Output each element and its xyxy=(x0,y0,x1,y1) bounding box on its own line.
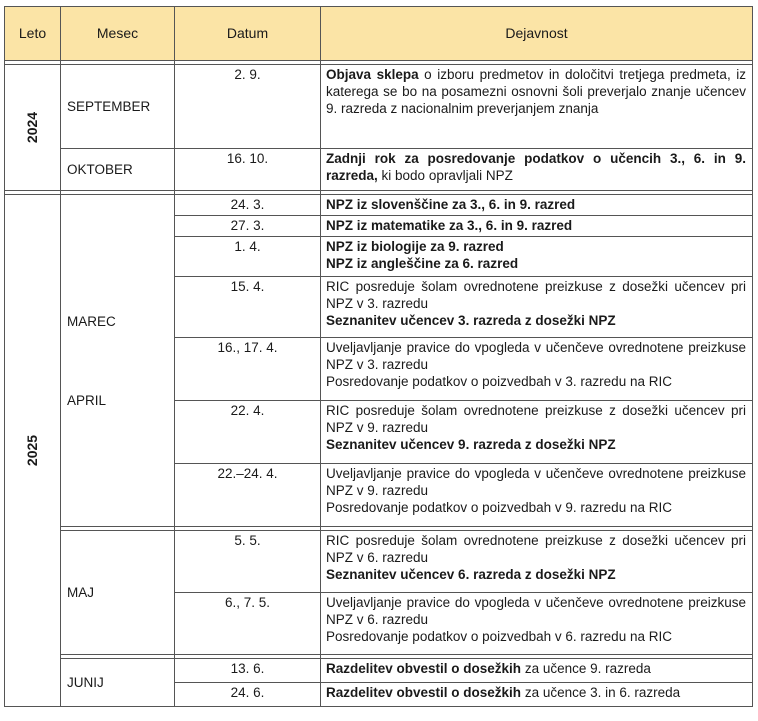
date-cell: 15. 4. xyxy=(175,277,321,338)
month-label: MAREC xyxy=(67,313,116,329)
date-cell: 16. 10. xyxy=(175,149,321,191)
date-cell: 27. 3. xyxy=(175,216,321,237)
table-row xyxy=(5,149,753,191)
month-cell xyxy=(61,659,175,707)
activity-text: Posredovanje podatkov o poizvedbah v 3. razredu na RIC xyxy=(326,374,672,389)
header-dejavnost: Dejavnost xyxy=(321,7,753,61)
activity-text: Uveljavljanje pravice do vpogleda v učenčeve ovrednotene preizkuse NPZ v 3. razredu xyxy=(326,340,746,372)
date-cell: 22.–24. 4. xyxy=(175,464,321,527)
activity-cell xyxy=(321,464,753,527)
activity-text: za učence 3. in 6. razreda xyxy=(521,685,681,700)
table-row xyxy=(5,195,753,216)
activity-text: Posredovanje podatkov o poizvedbah v 6. razredu na RIC xyxy=(326,629,672,644)
date-cell: 24. 6. xyxy=(175,683,321,707)
activity-text: RIC posreduje šolam ovrednotene preizkuse z dosežki učencev pri NPZ v 6. razredu xyxy=(326,533,746,565)
date-cell: 16., 17. 4. xyxy=(175,338,321,401)
activity-bold: Objava sklepa xyxy=(326,67,419,82)
activity-cell xyxy=(321,593,753,655)
activity-bold: Razdelitev obvestil o dosežkih xyxy=(326,661,522,676)
activity-cell xyxy=(321,195,753,216)
activity-cell xyxy=(321,683,753,707)
activity-bold: Seznanitev učencev 6. razreda z dosežki NPZ xyxy=(326,567,616,582)
activity-cell xyxy=(321,237,753,277)
date-cell: 24. 3. xyxy=(175,195,321,216)
activity-bold: Seznanitev učencev 3. razreda z dosežki NPZ xyxy=(326,313,616,328)
activity-cell xyxy=(321,531,753,593)
table-row xyxy=(5,659,753,683)
activity-bold: NPZ iz biologije za 9. razred xyxy=(326,239,504,254)
year-label: 2025 xyxy=(24,434,40,467)
activity-text: za učence 9. razreda xyxy=(521,661,651,676)
npz-schedule-table xyxy=(4,6,753,707)
activity-cell xyxy=(321,216,753,237)
date-cell: 2. 9. xyxy=(175,65,321,149)
activity-cell xyxy=(321,277,753,338)
activity-text: Uveljavljanje pravice do vpogleda v učenčeve ovrednotene preizkuse NPZ v 9. razredu xyxy=(326,466,746,498)
activity-bold: NPZ iz matematike za 3., 6. in 9. razred xyxy=(326,218,573,233)
month-label: MAJ xyxy=(67,585,94,600)
month-cell xyxy=(61,149,175,191)
year-cell-2024 xyxy=(5,65,61,191)
month-cell xyxy=(61,195,175,527)
table-row xyxy=(5,65,753,149)
year-label: 2024 xyxy=(24,111,40,144)
activity-cell xyxy=(321,401,753,464)
table-row xyxy=(5,531,753,593)
header-leto: Leto xyxy=(5,7,61,61)
activity-bold: NPZ iz angleščine za 6. razred xyxy=(326,256,519,271)
date-cell: 6., 7. 5. xyxy=(175,593,321,655)
activity-bold: NPZ iz slovenščine za 3., 6. in 9. razred xyxy=(326,197,576,212)
activity-text: RIC posreduje šolam ovrednotene preizkuse z dosežki učencev pri NPZ v 9. razredu xyxy=(326,403,746,435)
date-cell: 1. 4. xyxy=(175,237,321,277)
date-cell: 13. 6. xyxy=(175,659,321,683)
date-cell: 22. 4. xyxy=(175,401,321,464)
header-row xyxy=(5,7,753,61)
activity-text: RIC posreduje šolam ovrednotene preizkuse z dosežki učencev pri NPZ v 3. razredu xyxy=(326,279,746,311)
header-mesec: Mesec xyxy=(61,7,175,61)
activity-text: o izboru predmetov in določitvi tretjega predmeta, iz katerega se bo na posamezni osnovni šoli preverjalo znanje učencev 9. razreda z nacionalnim preverjanjem znanja xyxy=(326,67,747,116)
activity-cell xyxy=(321,65,753,149)
activity-text: Uveljavljanje pravice do vpogleda v učenčeve ovrednotene preizkuse NPZ v 6. razredu xyxy=(326,595,746,627)
activity-text: Posredovanje podatkov o poizvedbah v 9. razredu na RIC xyxy=(326,500,672,515)
header-datum: Datum xyxy=(175,7,321,61)
activity-cell xyxy=(321,338,753,401)
month-cell xyxy=(61,65,175,149)
activity-cell xyxy=(321,659,753,683)
activity-bold: Seznanitev učencev 9. razreda z dosežki NPZ xyxy=(326,437,616,452)
activity-cell xyxy=(321,149,753,191)
activity-bold: Zadnji rok za posredovanje podatkov o učencih 3., 6. in 9. razreda, xyxy=(326,151,746,183)
date-cell: 5. 5. xyxy=(175,531,321,593)
month-cell xyxy=(61,531,175,655)
month-label: JUNIJ xyxy=(67,675,104,690)
activity-bold: Razdelitev obvestil o dosežkih xyxy=(326,685,522,700)
month-label: SEPTEMBER xyxy=(67,99,151,114)
month-label: OKTOBER xyxy=(67,162,133,177)
month-label: APRIL xyxy=(67,392,107,408)
activity-text: ki bodo opravljali NPZ xyxy=(377,168,513,183)
year-cell-2025 xyxy=(5,195,61,707)
